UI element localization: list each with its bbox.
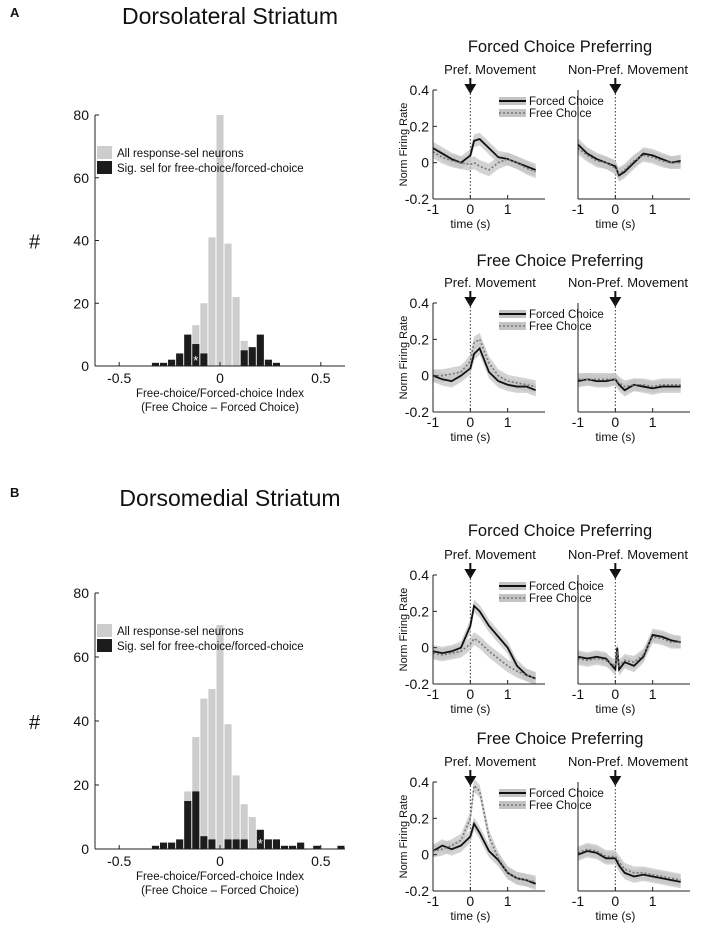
psth-title: Forced Choice Preferring: [467, 522, 653, 540]
y-axis-label: Norm Firing Rate: [398, 794, 410, 879]
bar-significant: [184, 335, 191, 366]
bar-all-neurons: [208, 237, 215, 366]
x-axis-label: Free-choice/Forced-choice Index: [135, 871, 305, 883]
legend-swatch-all: [97, 146, 112, 159]
bar-significant: [176, 353, 183, 366]
y-tick-label: 80: [73, 107, 89, 123]
y-tick-label: 20: [73, 295, 89, 312]
y-tick-label: 0: [81, 358, 89, 374]
bar-all-neurons: [249, 817, 256, 849]
x-tick-label: 1: [503, 201, 512, 217]
legend-label-sig: Sig. sel for free-choice/forced-choice: [117, 163, 304, 175]
x-axis-label: time (s): [595, 217, 636, 231]
onset-arrow-head: [464, 569, 476, 579]
legend-label-free: Free Choice: [529, 593, 592, 605]
x-tick-label: 1: [648, 893, 657, 909]
bar-significant: [160, 843, 167, 849]
x-axis-label: time (s): [450, 217, 491, 231]
histogram-title: Dorsolateral Striatum: [121, 3, 339, 29]
legend-label-free: Free Choice: [529, 108, 592, 120]
x-tick-label: -1: [571, 686, 585, 702]
bar-significant: [257, 335, 264, 366]
x-axis-label: time (s): [595, 909, 636, 923]
x-axis-label: time (s): [450, 702, 491, 716]
y-tick-label: 0.4: [409, 774, 429, 790]
x-tick-label: 0: [466, 686, 475, 702]
y-tick-label: 40: [73, 232, 89, 249]
bar-significant: [200, 836, 207, 849]
x-tick-label: 1: [503, 893, 512, 909]
B-forced-pref-group: [398, 522, 690, 716]
subplot-title: Pref. Movement: [444, 275, 536, 290]
y-axis-label: Norm Firing Rate: [398, 102, 410, 187]
y-tick-label: 40: [73, 713, 89, 729]
free-choice-band: [433, 632, 536, 685]
y-tick-label: 0: [421, 367, 429, 384]
onset-arrow-head: [464, 84, 476, 94]
subplot-title: Pref. Movement: [444, 754, 536, 769]
y-tick-label: 0.2: [409, 603, 429, 620]
y-tick-label: 0: [421, 639, 429, 656]
x-tick-label: -0.5: [107, 853, 132, 869]
legend-label-all: All response-sel neurons: [117, 148, 244, 160]
panel-label-b: B: [10, 485, 20, 500]
bar-significant: [168, 360, 175, 366]
bar-all-neurons: [208, 689, 215, 849]
legend-label-forced: Forced Choice: [529, 309, 604, 321]
x-axis-label: time (s): [595, 702, 636, 716]
y-tick-label: 20: [73, 777, 89, 793]
legend-label-free: Free Choice: [529, 321, 592, 333]
y-tick-label: 60: [73, 649, 89, 665]
free-choice-band: [433, 145, 536, 178]
x-tick-label: -1: [571, 201, 585, 217]
x-tick-label: 0: [466, 201, 475, 217]
legend-label-forced: Forced Choice: [529, 96, 604, 108]
y-tick-label: 0.4: [409, 295, 429, 311]
onset-arrow-head: [609, 84, 621, 94]
bar-all-neurons: [225, 244, 232, 366]
psth-title: Free Choice Preferring: [476, 730, 644, 748]
free-choice-line: [433, 786, 536, 882]
x-tick-label: -1: [571, 414, 585, 430]
legend-label-forced: Forced Choice: [529, 581, 604, 593]
subplot-title: Pref. Movement: [444, 62, 536, 77]
x-tick-label: 0.5: [311, 853, 331, 869]
x-tick-label: 0: [611, 686, 620, 702]
bar-significant: [297, 843, 304, 849]
onset-arrow-head: [609, 776, 621, 786]
onset-arrow-head: [609, 569, 621, 579]
x-tick-label: -1: [426, 414, 440, 430]
bar-significant: [168, 843, 175, 849]
A-forced-pref-group: [398, 38, 690, 231]
A-hist-group: [29, 3, 345, 414]
bar-significant: [208, 839, 215, 849]
y-axis-label: #: [29, 231, 41, 254]
x-tick-label: -1: [426, 893, 440, 909]
bar-significant: [184, 801, 191, 849]
bar-significant: [241, 839, 248, 849]
A-free-pref-group: [398, 252, 690, 444]
bar-significant: [265, 839, 272, 849]
y-tick-label: 0.2: [409, 118, 429, 135]
onset-arrow-head: [609, 297, 621, 307]
psth-title: Free Choice Preferring: [476, 252, 644, 270]
y-axis-label: Norm Firing Rate: [398, 587, 410, 672]
bar-significant: [176, 839, 183, 849]
x-axis-label: time (s): [450, 430, 491, 444]
x-tick-label: 0: [611, 201, 620, 217]
y-tick-label: 0.4: [409, 82, 429, 98]
legend-label-sig: Sig. sel for free-choice/forced-choice: [117, 641, 304, 653]
legend-label-free: Free Choice: [529, 800, 592, 812]
x-tick-label: 0: [216, 370, 224, 386]
y-tick-label: 0: [421, 846, 429, 863]
y-tick-label: -0.2: [404, 676, 429, 692]
bar-all-neurons: [216, 625, 223, 849]
y-axis-label: Norm Firing Rate: [398, 315, 410, 400]
x-tick-label: 1: [648, 414, 657, 430]
bar-significant: [249, 347, 256, 366]
y-tick-label: -0.2: [404, 883, 429, 899]
y-tick-label: 60: [73, 169, 89, 186]
bar-all-neurons: [233, 775, 240, 849]
x-tick-label: 1: [503, 414, 512, 430]
y-tick-label: 0: [421, 154, 429, 171]
legend-swatch-sig: [97, 161, 112, 174]
x-tick-label: -1: [426, 686, 440, 702]
B-free-pref-group: [398, 730, 690, 923]
legend-label-all: All response-sel neurons: [117, 626, 244, 638]
free-choice-band: [578, 373, 681, 393]
bar-all-neurons: [200, 699, 207, 849]
y-tick-label: -0.2: [404, 191, 429, 207]
significance-star: *: [257, 836, 263, 851]
x-tick-label: 1: [648, 686, 657, 702]
y-tick-label: 80: [73, 585, 89, 601]
legend-swatch-sig: [97, 639, 112, 652]
subplot-title: Non-Pref. Movement: [568, 754, 688, 769]
x-tick-label: 1: [503, 686, 512, 702]
bar-all-neurons: [225, 724, 232, 849]
y-tick-label: -0.2: [404, 404, 429, 420]
x-tick-label: 1: [648, 201, 657, 217]
significance-star: *: [193, 353, 199, 368]
x-axis-label-line2: (Free Choice – Forced Choice): [141, 885, 299, 897]
x-axis-label-line2: (Free Choice – Forced Choice): [141, 402, 299, 414]
x-tick-label: 0: [611, 893, 620, 909]
bar-significant: [241, 350, 248, 366]
bar-significant: [273, 839, 280, 849]
y-tick-label: 0: [81, 841, 89, 857]
panel-label-a: A: [10, 5, 20, 20]
psth-title: Forced Choice Preferring: [467, 38, 653, 56]
bar-all-neurons: [233, 297, 240, 366]
legend-swatch-all: [97, 624, 112, 637]
bar-significant: [200, 353, 207, 366]
bar-significant: [265, 360, 272, 366]
legend-label-forced: Forced Choice: [529, 788, 604, 800]
x-tick-label: 0: [466, 893, 475, 909]
y-tick-label: 0.2: [409, 331, 429, 348]
x-tick-label: 0: [216, 853, 224, 869]
subplot-title: Non-Pref. Movement: [568, 275, 688, 290]
subplot-title: Non-Pref. Movement: [568, 62, 688, 77]
subplot-title: Pref. Movement: [444, 547, 536, 562]
bar-significant: [225, 839, 232, 849]
x-tick-label: 0.5: [311, 370, 331, 386]
subplot-title: Non-Pref. Movement: [568, 547, 688, 562]
y-tick-label: 0.2: [409, 810, 429, 827]
histogram-title: Dorsomedial Striatum: [119, 485, 341, 511]
x-tick-label: 0: [611, 414, 620, 430]
x-axis-label: Free-choice/Forced-choice Index: [135, 388, 305, 400]
x-tick-label: -1: [426, 201, 440, 217]
x-axis-label: time (s): [450, 909, 491, 923]
x-tick-label: -1: [571, 893, 585, 909]
y-tick-label: 0.4: [409, 567, 429, 583]
bar-significant: [233, 839, 240, 849]
bar-significant: [192, 791, 199, 849]
onset-arrow-head: [464, 297, 476, 307]
x-tick-label: -0.5: [107, 370, 132, 386]
B-hist-group: [29, 485, 345, 897]
y-axis-label: #: [29, 712, 41, 734]
x-tick-label: 0: [466, 414, 475, 430]
x-axis-label: time (s): [595, 430, 636, 444]
